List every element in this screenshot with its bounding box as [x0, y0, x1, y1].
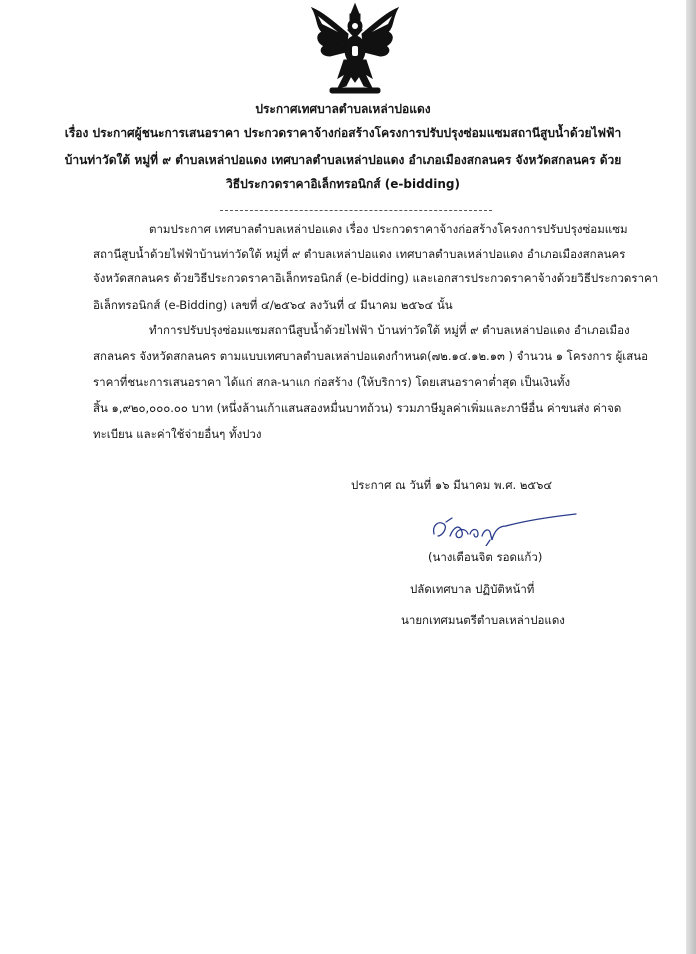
- paragraph-1-line-4: อิเล็กทรอนิกส์ (e-Bidding) เลขที่ ๔/๒๕๖๔ ลงวันที่ ๔ มีนาคม ๒๕๖๔ นั้น: [93, 298, 453, 312]
- subject-line-3: วิธีประกวดราคาอิเล็กทรอนิกส์ (e-bidding): [226, 177, 460, 191]
- paragraph-2-line-4: สิ้น ๑,๙๒๐,๐๐๐.๐๐ บาท (หนึ่งล้านเก้าแสนสองหมื่นบาทถ้วน) รวมภาษีมูลค่าเพิ่มและภาษีอื่น ค่าขนส่ง ค่าจด: [93, 401, 622, 415]
- paragraph-2-line-1: ทำการปรับปรุงซ่อมแซมสถานีสูบน้ำด้วยไฟฟ้า บ้านท่าวัดใต้ หมู่ที่ ๙ ตำบลเหล่าปอแดง อำเภอเมือง: [149, 323, 630, 337]
- garuda-emblem-icon: [308, 2, 402, 98]
- page-edge-shadow: [686, 0, 696, 954]
- paragraph-2-line-5: ทะเบียน และค่าใช้จ่ายอื่นๆ ทั้งปวง: [93, 427, 262, 441]
- announcement-date: ประกาศ ณ วันที่ ๑๖ มีนาคม พ.ศ. ๒๕๖๔: [351, 478, 553, 492]
- paragraph-1-line-3: จังหวัดสกลนคร ด้วยวิธีประกวดราคาอิเล็กทรอนิกส์ (e-bidding) และเอกสารประกวดราคาจ้างด้วยวิธีประกวดราคา: [93, 271, 659, 285]
- signer-position: ปลัดเทศบาล ปฏิบัติหน้าที่: [410, 582, 535, 596]
- paragraph-2-line-3: ราคาที่ชนะการเสนอราคา ได้แก่ สกล-นาแก ก่อสร้าง (ให้บริการ) โดยเสนอราคาต่ำสุด เป็นเงินทั้ง: [93, 375, 571, 389]
- paragraph-1-line-1: ตามประกาศ เทศบาลตำบลเหล่าปอแดง เรื่อง ประกวดราคาจ้างก่อสร้างโครงการปรับปรุงซ่อมแซม: [149, 222, 628, 236]
- subject-line-1: เรื่อง ประกาศผู้ชนะการเสนอราคา ประกวดราคาจ้างก่อสร้างโครงการปรับปรุงซ่อมแซมสถานีสูบน้ำด้วยไฟฟ้า: [64, 126, 622, 140]
- signer-title: นายกเทศมนตรีตำบลเหล่าปอแดง: [401, 613, 565, 627]
- subject-line-2: บ้านท่าวัดใต้ หมู่ที่ ๙ ตำบลเหล่าปอแดง เทศบาลตำบลเหล่าปอแดง อำเภอเมืองสกลนคร จังหวัดสกลนคร ด้วย: [64, 153, 622, 167]
- document-title: ประกาศเทศบาลตำบลเหล่าปอแดง: [255, 102, 431, 116]
- handwritten-signature-icon: [428, 512, 578, 546]
- paragraph-1-line-2: สถานีสูบน้ำด้วยไฟฟ้าบ้านท่าวัดใต้ หมู่ที่ ๙ ตำบลเหล่าปอแดง เทศบาลตำบลเหล่าปอแดง อำเภอเมืองสกลนคร: [93, 247, 626, 261]
- signer-name: (นางเตือนจิต รอดแก้ว): [428, 550, 543, 564]
- header-separator: [220, 210, 492, 211]
- paragraph-2-line-2: สกลนคร จังหวัดสกลนคร ตามแบบเทศบาลตำบลเหล่าปอแดงกำหนด(๗๒.๑๔.๑๒.๑๓ ) จำนวน ๑ โครงการ ผู้เสนอ: [93, 349, 649, 363]
